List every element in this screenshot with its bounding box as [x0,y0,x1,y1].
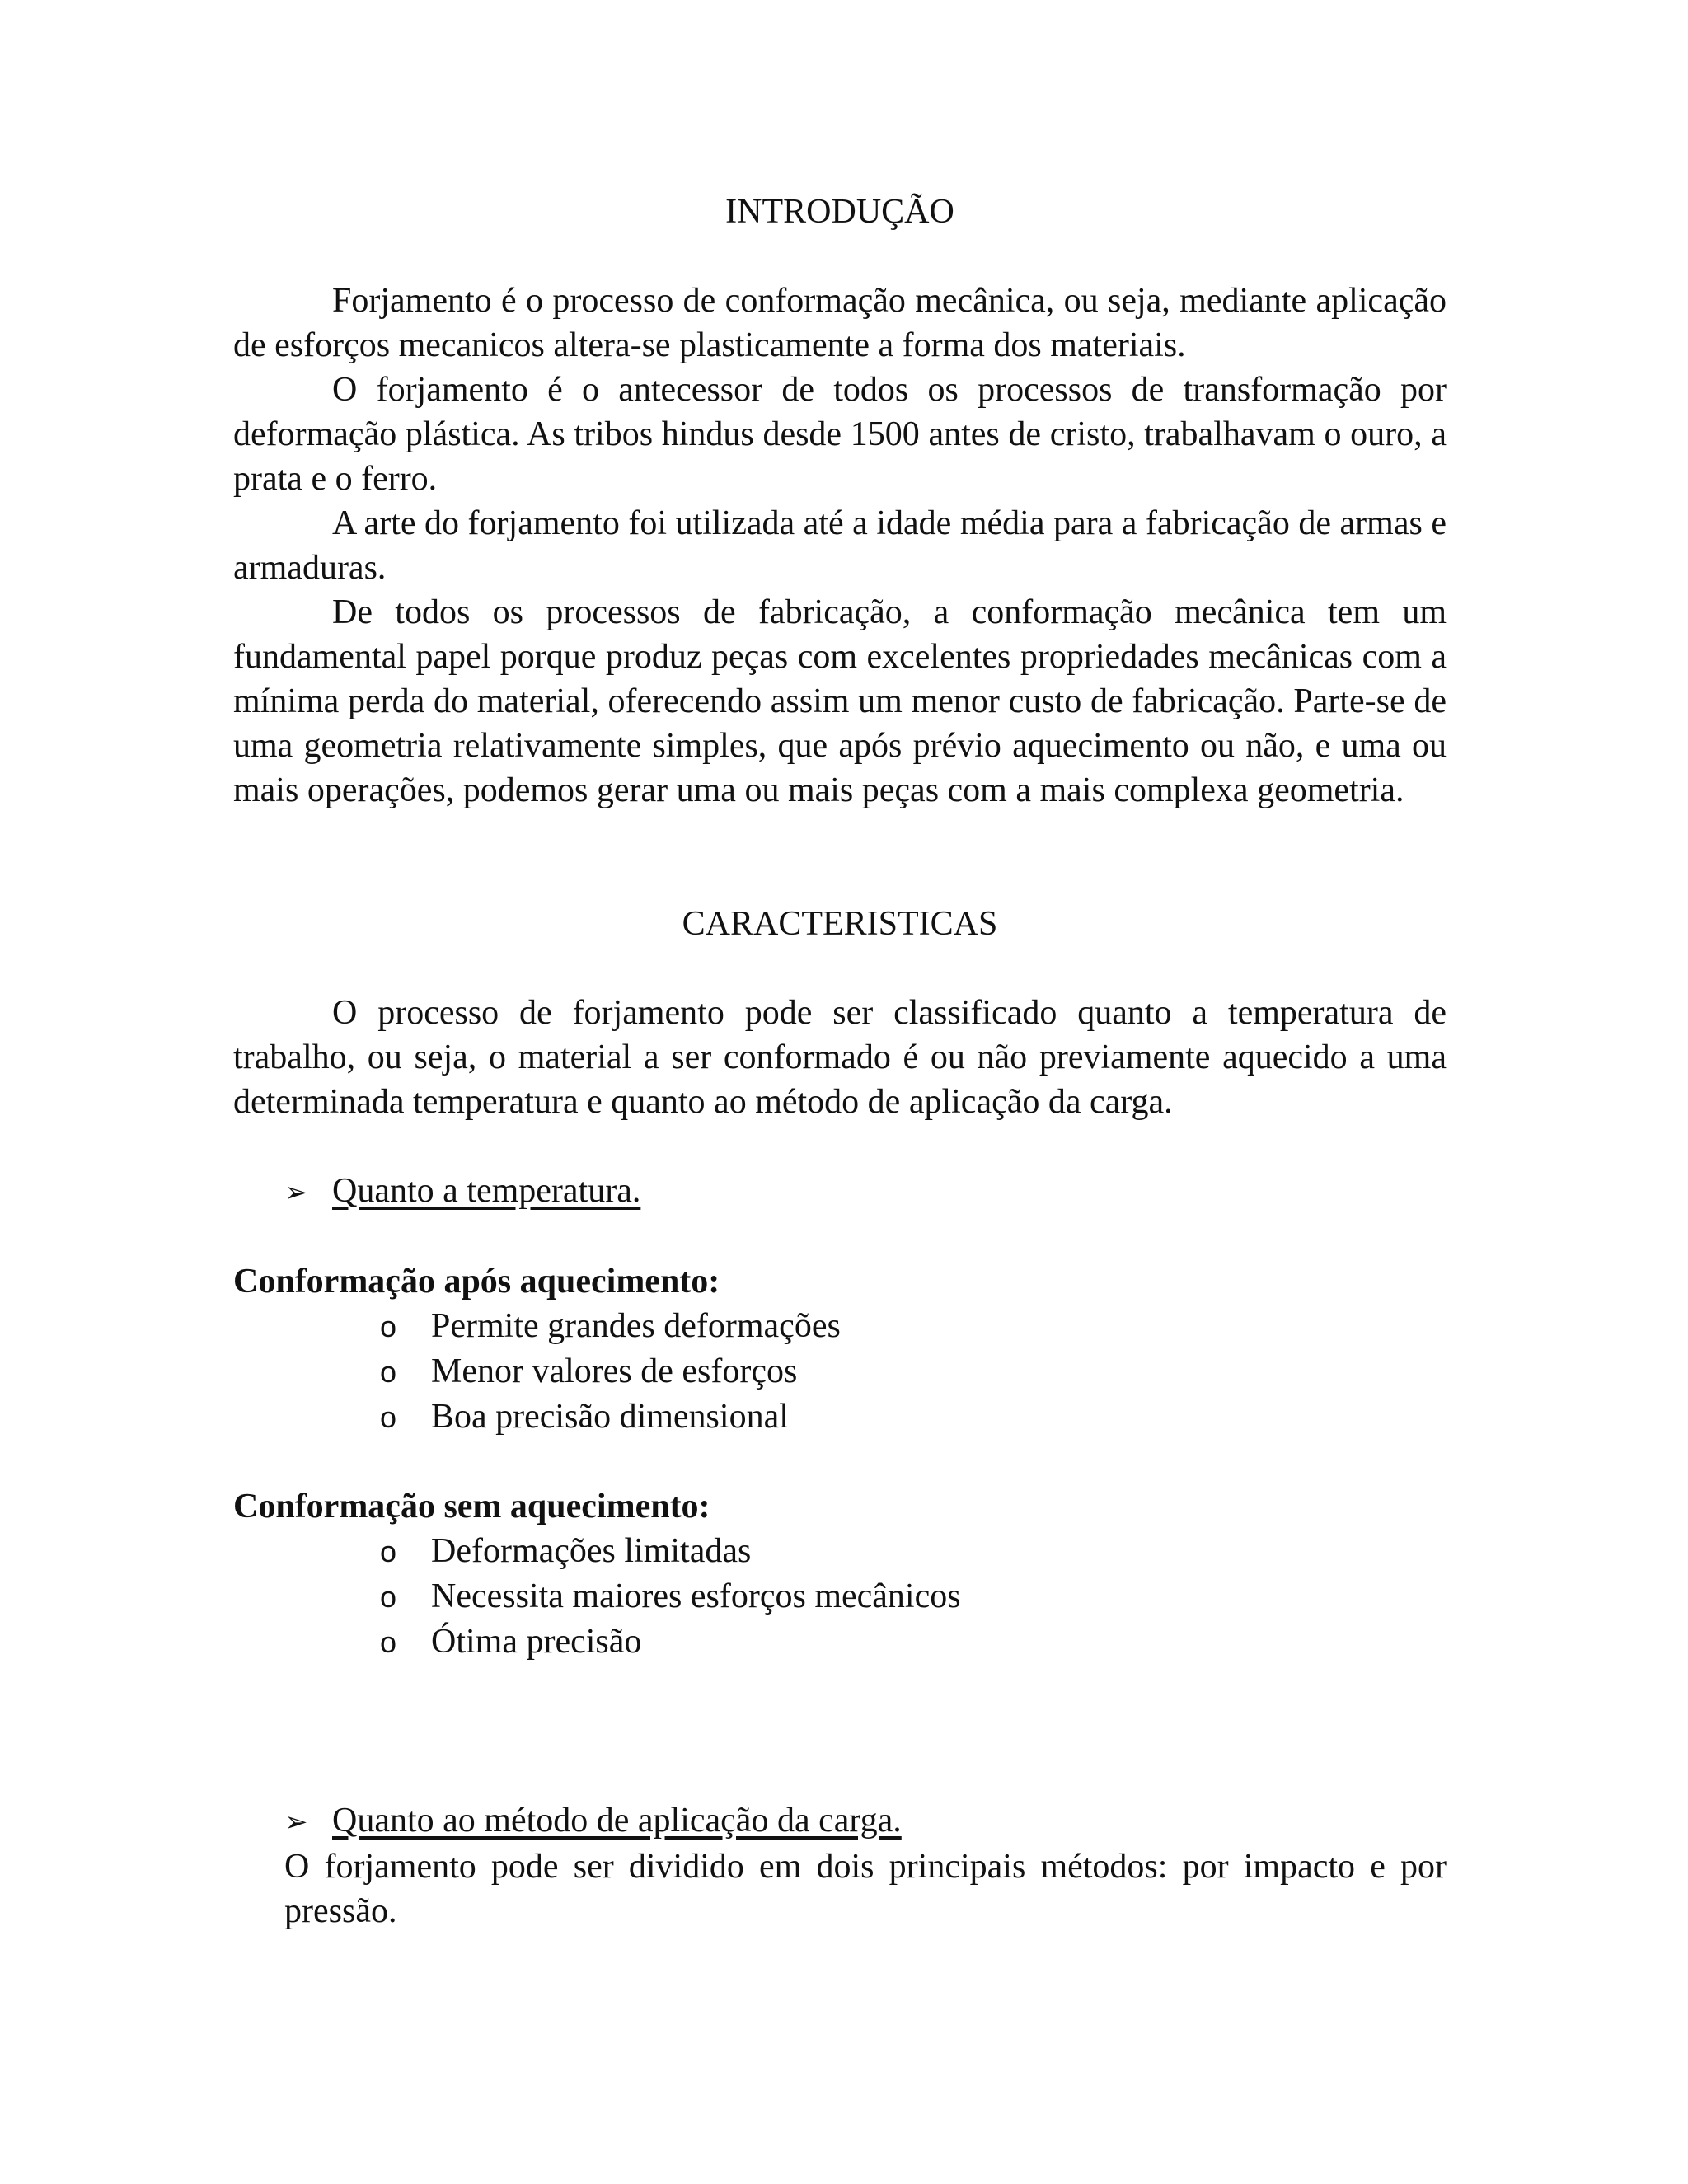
list-item-text: Menor valores de esforços [431,1352,798,1390]
list-item-text: Permite grandes deformações [431,1307,841,1345]
hot-forming-title: Conformação após aquecimento: [233,1263,720,1301]
characteristics-heading: CARACTERISTICAS [682,905,998,943]
method-paragraph: O forjamento pode ser dividido em dois principais métodos: por impacto e por pressão. [284,1848,1447,1930]
intro-paragraph: O forjamento é o antecessor de todos os processos de transformação por deformação plástica. As tribos hindus desde 1500 antes de cristo, trabalhavam o ouro, a prata e o ferro. [233,371,1447,498]
intro-heading: INTRODUÇÃO [725,193,954,231]
method-section-label [284,1798,1447,1844]
list-item [380,1349,1447,1394]
document-page [233,190,1447,1933]
method-section [284,1798,1447,1933]
list-item [380,1304,1447,1349]
circle-bullet-icon: o [380,1310,397,1343]
hot-forming-list [233,1304,1447,1440]
temperature-label: Quanto a temperatura. [332,1172,641,1210]
circle-bullet-icon: o [380,1400,397,1434]
cold-forming-list [233,1529,1447,1665]
list-item [380,1529,1447,1574]
intro-paragraph: De todos os processos de fabricação, a conformação mecânica tem um fundamental papel porque produz peças com excelentes propriedades mecânicas com a mínima perda do material, oferecendo assim um menor custo de fabricação. Parte-se de uma geometria relativamente simples, que após prévio aquecimento ou não, e uma ou mais operações, podemos gerar uma ou mais peças com a mais complexa geometria. [233,593,1447,809]
list-item-text: Necessita maiores esforços mecânicos [431,1577,961,1615]
list-item [380,1394,1447,1440]
list-item-text: Boa precisão dimensional [431,1398,789,1436]
circle-bullet-icon: o [380,1355,397,1389]
spacer [233,1665,1447,1798]
arrow-bullet-icon: ➢ [284,1806,308,1839]
spacer [233,1440,1447,1484]
circle-bullet-icon: o [380,1580,397,1614]
list-item [380,1574,1447,1619]
intro-paragraph: A arte do forjamento foi utilizada até a idade média para a fabricação de armas e armaduras. [233,504,1447,587]
list-item-text: Deformações limitadas [431,1532,752,1570]
intro-paragraph: Forjamento é o processo de conformação mecânica, ou seja, mediante aplicação de esforços mecanicos altera-se plasticamente a forma dos materiais. [233,282,1447,364]
circle-bullet-icon: o [380,1625,397,1659]
temperature-section-label [284,1169,1447,1215]
circle-bullet-icon: o [380,1535,397,1568]
cold-forming-title: Conformação sem aquecimento: [233,1488,710,1526]
method-label: Quanto ao método de aplicação da carga. [332,1802,902,1840]
arrow-bullet-icon: ➢ [284,1176,308,1209]
list-item-text: Ótima precisão [431,1623,642,1661]
list-item [380,1619,1447,1665]
characteristics-paragraph: O processo de forjamento pode ser classificado quanto a temperatura de trabalho, ou seja, o material a ser conformado é ou não previamente aquecido a uma determinada temperatura e quanto ao método de aplicação da carga. [233,994,1447,1121]
